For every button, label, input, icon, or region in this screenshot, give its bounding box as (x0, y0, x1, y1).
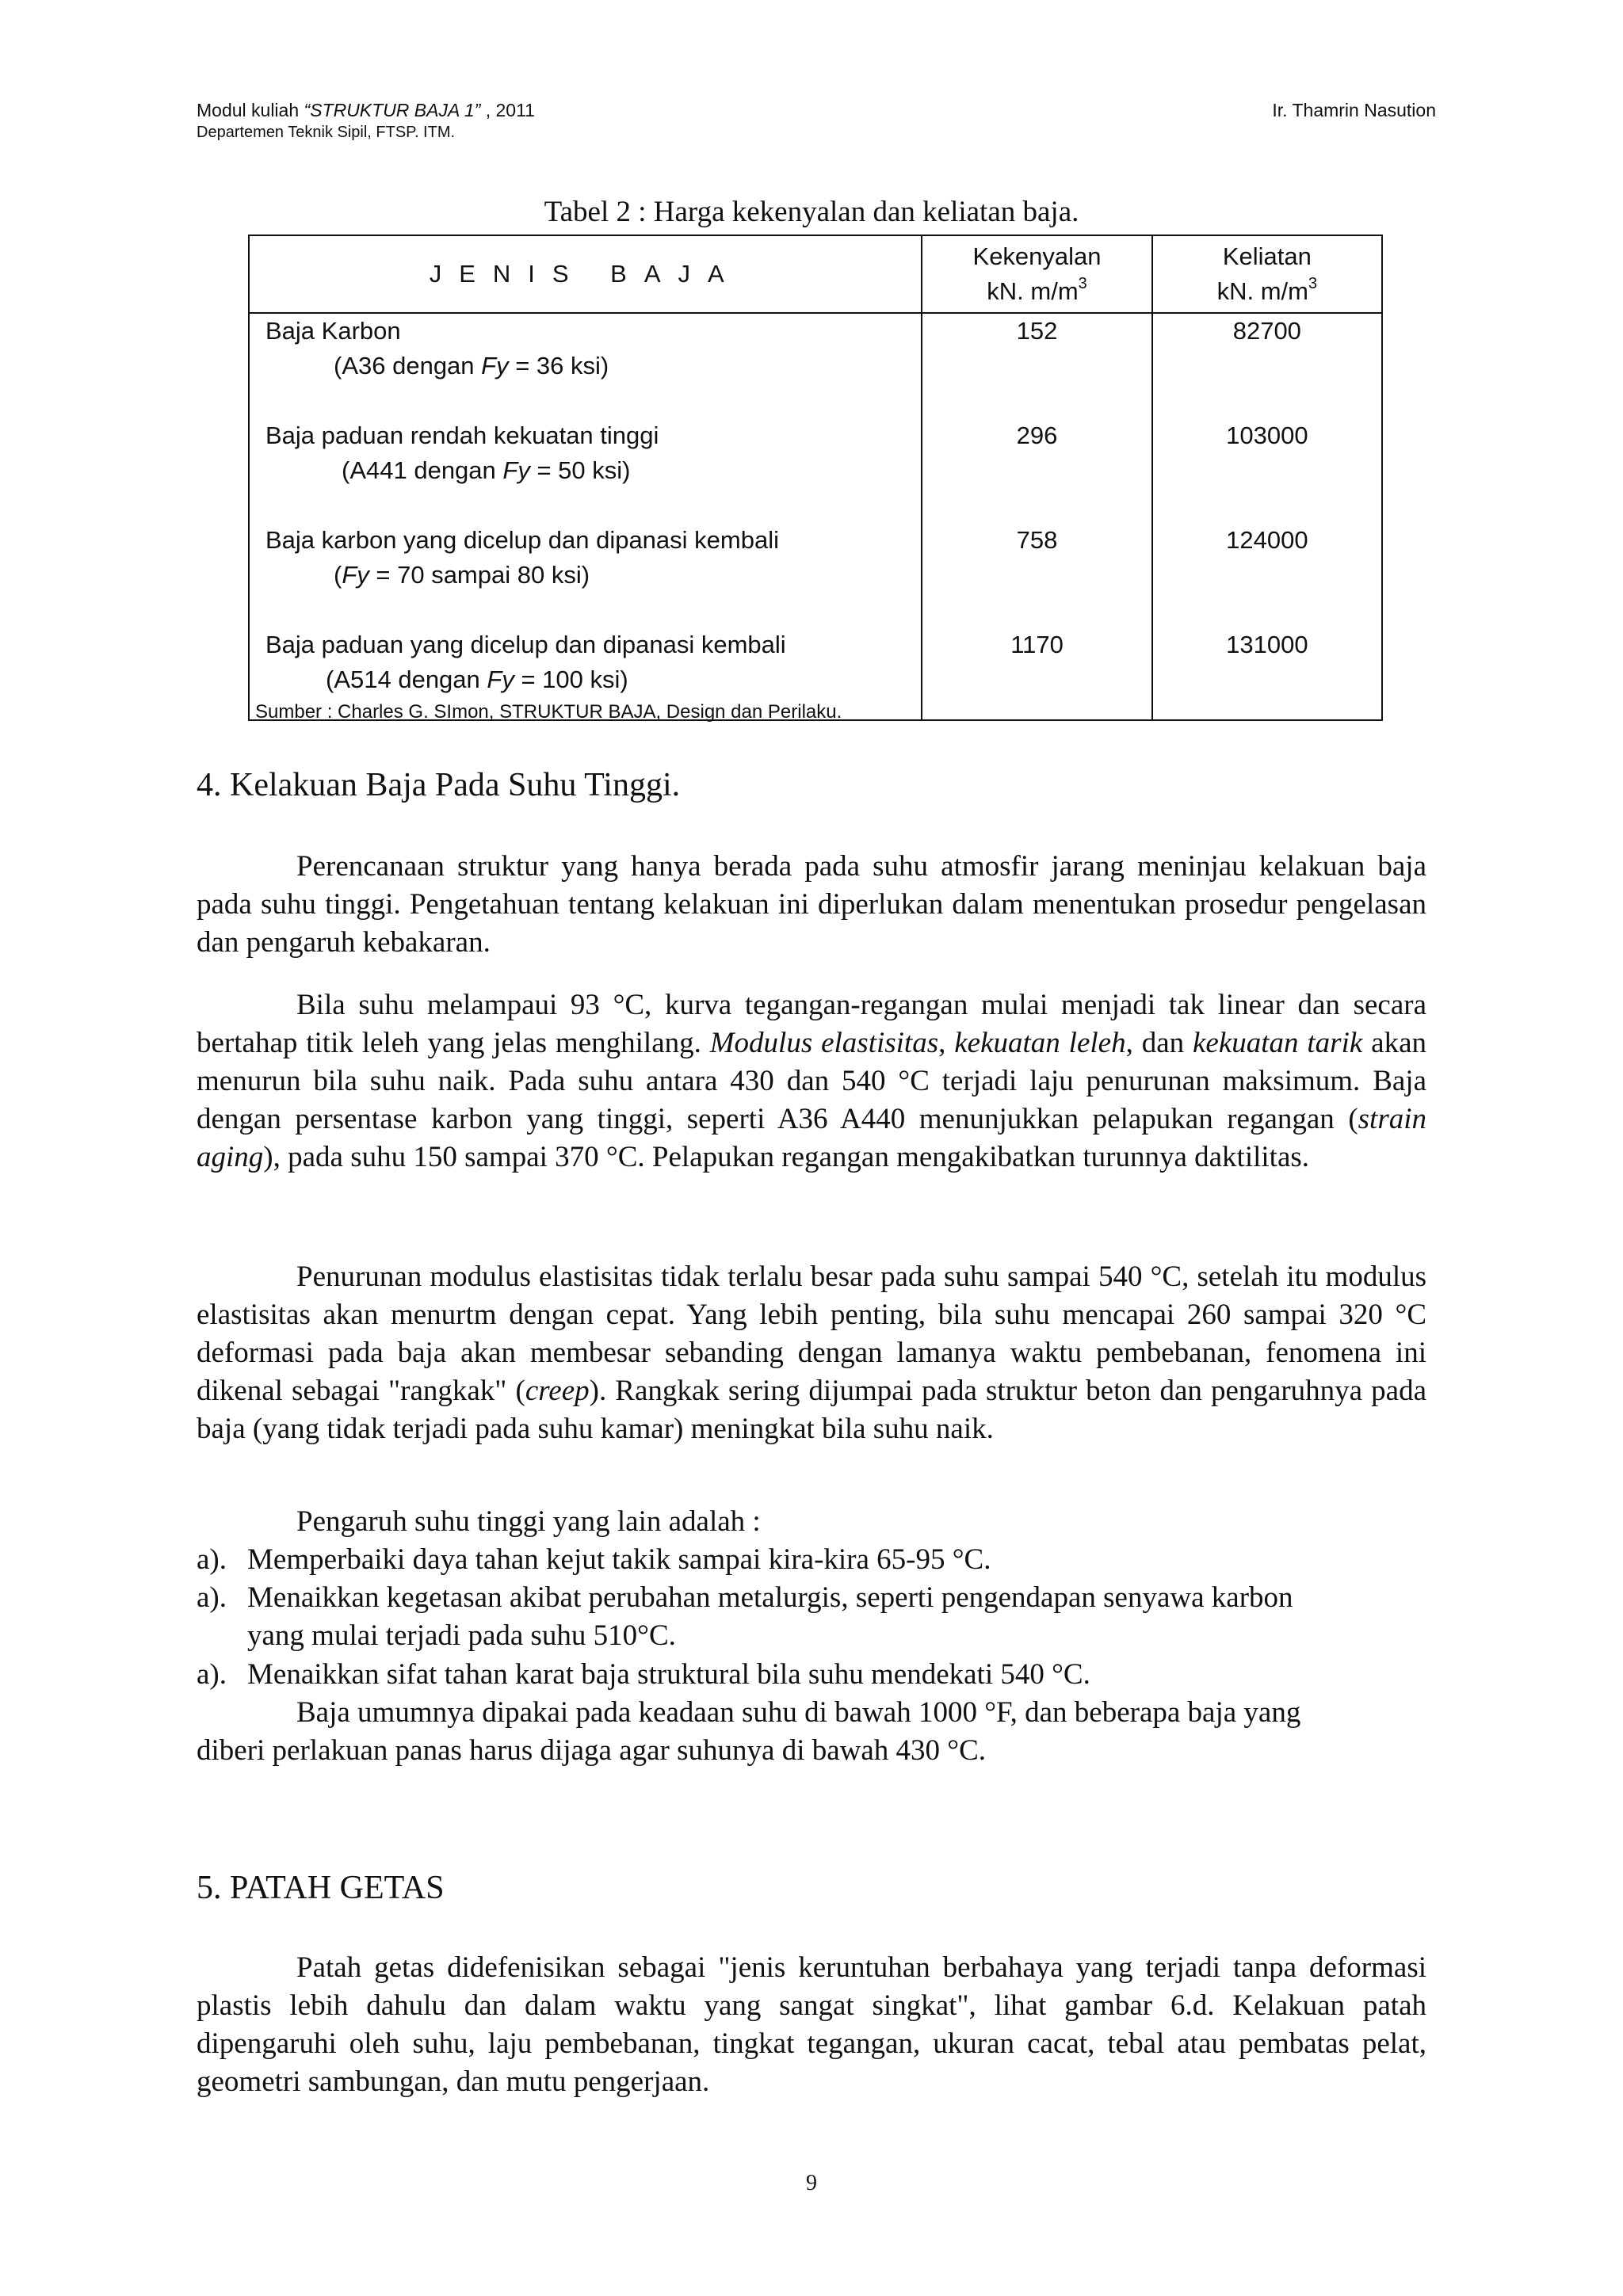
steel-properties-table (248, 235, 1383, 721)
table-row (249, 313, 1382, 418)
table-source-note: Sumber : Charles G. SImon, STRUKTUR BAJA, Design dan Perilaku. (255, 701, 842, 723)
section-4-paragraph-2: Bila suhu melampaui 93 °C, kurva tegangan-regangan mulai menjadi tak linear dan secara bertahap titik leleh yang jelas menghilang. Modulus elastisitas, kekuatan leleh, dan kekuatan tarik akan menurun bila suhu naik. Pada suhu antara 430 dan 540 °C terjadi laju penurunan maksimum. Baja dengan persentase karbon yang tinggi, seperti A36 A440 menunjukkan pelapukan regangan (strain aging), pada suhu 150 sampai 370 °C. Pelapukan regangan mengakibatkan turunnya daktilitas. (197, 989, 1426, 1173)
list-marker: a). (197, 1658, 227, 1691)
department-line: Departemen Teknik Sipil, FTSP. ITM. (197, 124, 456, 141)
kekenyalan-cell: 152 (922, 313, 1151, 418)
keliatan-cell: 131000 (1152, 627, 1382, 720)
course-line: Modul kuliah “STRUKTUR BAJA 1” , 2011 (197, 100, 535, 120)
list-item (197, 1541, 1426, 1579)
section-4-paragraph-3: Penurunan modulus elastisitas tidak terlalu besar pada suhu sampai 540 °C, setelah itu modulus elastisitas akan menurtm dengan cepat. Yang lebih penting, bila suhu mencapai 260 sampai 320 °C deformasi pada baja akan membesar sebanding dengan lamanya waktu pembebanan, fenomena ini dikenal sebagai "rangkak" (creep). Rangkak sering dijumpai pada struktur beton dan pengaruhnya pada baja (yang tidak terjadi pada suhu kamar) meningkat bila suhu naik. (197, 1261, 1427, 1445)
kekenyalan-cell: 296 (922, 418, 1151, 523)
section-4-paragraph-1: Perencanaan struktur yang hanya berada pada suhu atmosfir jarang meninjau kelakuan baja pada suhu tinggi. Pengetahuan tentang kelakuan ini diperlukan dalam menentukan prosedur pengelasan dan pengaruh kebakaran. (197, 850, 1426, 959)
section-4-paragraph-4: Pengaruh suhu tinggi yang lain adalah : (296, 1505, 761, 1538)
section-5-paragraph-1: Patah getas didefenisikan sebagai "jenis keruntuhan berbahaya yang terjadi tanpa deformasi plastis lebih dahulu dan dalam waktu yang sangat singkat", lihat gambar 6.d. Kelakuan patah dipengaruhi oleh suhu, laju pembebanan, tingkat tegangan, ukuran cacat, tebal atau pembatas pelat, geometri sambungan, dan mutu pengerjaan. (197, 1951, 1426, 2098)
keliatan-cell: 82700 (1152, 313, 1382, 418)
keliatan-cell: 124000 (1152, 523, 1382, 627)
keliatan-cell: 103000 (1152, 418, 1382, 523)
list-marker: a). (197, 1543, 227, 1576)
kekenyalan-cell: 1170 (922, 627, 1151, 720)
table-caption: Tabel 2 : Harga kekenyalan dan keliatan baja. (544, 196, 1079, 228)
table-row (249, 523, 1382, 627)
author-name: Ir. Thamrin Nasution (1272, 100, 1436, 120)
list-item (197, 1579, 1426, 1652)
steel-type-cell: Baja karbon yang dicelup dan dipanasi kembali (Fy = 70 sampai 80 ksi) (249, 523, 922, 627)
list-text: Memperbaiki daya tahan kejut takik sampai kira-kira 65-95 °C. (247, 1543, 991, 1576)
column-header-kekenyalan: Kekenyalan kN. $m/m^3$ (922, 235, 1151, 313)
steel-type-cell: Baja paduan rendah kekuatan tinggi (A441 dengan Fy = 50 ksi) (249, 418, 922, 523)
column-header-keliatan: Keliatan kN. $m/m^3$ (1152, 235, 1382, 313)
list-text: Menaikkan kegetasan akibat perubahan metalurgis, seperti pengendapan senyawa karbon yang mulai terjadi pada suhu 510°C. (247, 1581, 1293, 1652)
steel-type-cell: Baja paduan yang dicelup dan dipanasi kembali (A514 dengan Fy = 100 ksi) (249, 627, 922, 720)
section-4-paragraph-5: Baja umumnya dipakai pada keadaan suhu di bawah 1000 °F, dan beberapa baja yang diberi perlakuan panas harus dijaga agar suhunya di bawah 430 °C. (197, 1696, 1301, 1767)
list-marker: a). (197, 1581, 227, 1614)
table-row (249, 418, 1382, 523)
list-text: Menaikkan sifat tahan karat baja struktural bila suhu mendekati 540 °C. (247, 1658, 1090, 1691)
page-header-left (197, 98, 535, 143)
kekenyalan-cell: 758 (922, 523, 1151, 627)
section-5-heading: 5. PATAH GETAS (197, 1870, 445, 1906)
column-header-jenis: JENIS BAJA (249, 235, 922, 313)
course-title: “STRUKTUR BAJA 1” (304, 100, 481, 120)
section-4-heading: 4. Kelakuan Baja Pada Suhu Tinggi. (197, 767, 681, 803)
table-header-row (249, 235, 1382, 313)
steel-type-cell: Baja Karbon (A36 dengan Fy = 36 ksi) (249, 313, 922, 418)
page-number: 9 (806, 2171, 817, 2195)
list-item (197, 1656, 1426, 1694)
